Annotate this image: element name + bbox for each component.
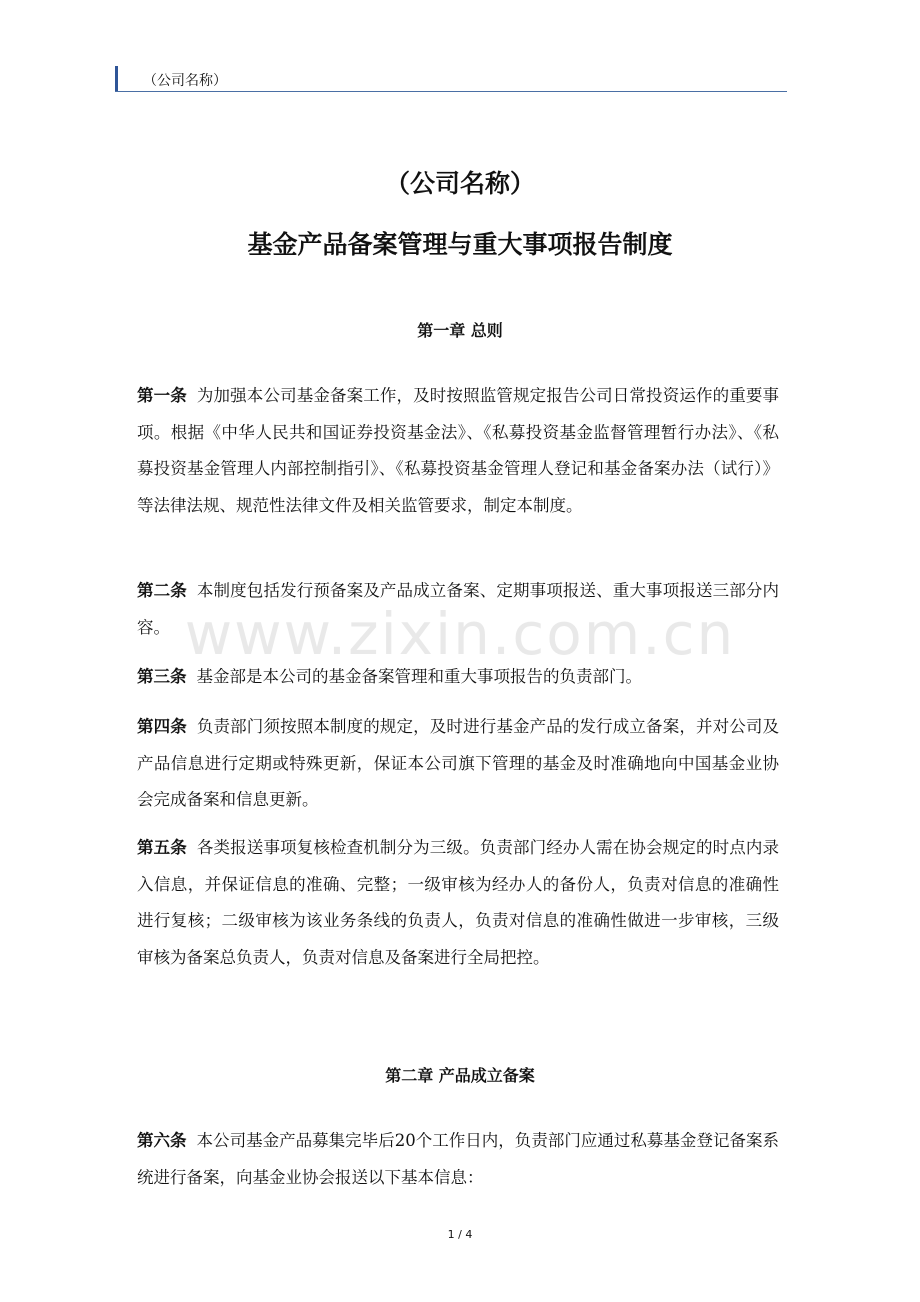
header-company-name: （公司名称） — [143, 73, 227, 89]
article-label: 第五条 — [137, 838, 187, 857]
article-label: 第二条 — [137, 581, 187, 600]
article-label: 第三条 — [137, 667, 187, 686]
article-label: 第一条 — [137, 386, 187, 405]
article-5 — [137, 830, 779, 976]
article-text: 本制度包括发行预备案及产品成立备案、定期事项报送、重大事项报送三部分内容。 — [137, 581, 780, 637]
chapter-heading-1: 第一章 总则 — [417, 321, 503, 340]
article-3 — [137, 659, 779, 696]
article-text: 本公司基金产品募集完毕后20个工作日内，负责部门应通过私募基金登记备案系统进行备案，向基金业协会报送以下基本信息： — [137, 1131, 780, 1187]
article-text: 基金部是本公司的基金备案管理和重大事项报告的负责部门。 — [196, 667, 642, 686]
page-header — [115, 66, 787, 92]
header-accent-bar — [115, 66, 118, 91]
watermark: www.zixin.com.cn — [184, 600, 736, 668]
chapter-heading-2: 第二章 产品成立备案 — [385, 1066, 535, 1085]
article-6 — [137, 1123, 779, 1196]
article-4 — [137, 709, 779, 819]
article-label: 第六条 — [137, 1131, 187, 1150]
article-label: 第四条 — [137, 717, 187, 736]
article-2 — [137, 573, 779, 646]
article-text: 各类报送事项复核检查机制分为三级。负责部门经办人需在协会规定的时点内录入信息，并保证信息的准确、完整；一级审核为经办人的备份人，负责对信息的准确性进行复核；二级审核为该业务条线的负责人，负责对信息的准确性做进一步审核，三级审核为备案总负责人，负责对信息及备案进行全局把控。 — [137, 838, 780, 967]
page-number: 1 / 4 — [447, 1228, 473, 1241]
article-text: 负责部门须按照本制度的规定，及时进行基金产品的发行成立备案，并对公司及产品信息进行定期或特殊更新，保证本公司旗下管理的基金及时准确地向中国基金业协会完成备案和信息更新。 — [137, 717, 780, 809]
company-title: （公司名称） — [384, 169, 535, 198]
article-text: 为加强本公司基金备案工作，及时按照监管规定报告公司日常投资运作的重要事项。根据《中华人民共和国证券投资基金法》、《私募投资基金监督管理暂行办法》、《私募投资基金管理人内部控制指引》、《私募投资基金管理人登记和基金备案办法（试行）》等法律法规、规范性法律文件及相关监管要求，制定本制度。 — [137, 386, 780, 515]
article-1 — [137, 378, 779, 524]
document-title: 基金产品备案管理与重大事项报告制度 — [247, 230, 673, 259]
